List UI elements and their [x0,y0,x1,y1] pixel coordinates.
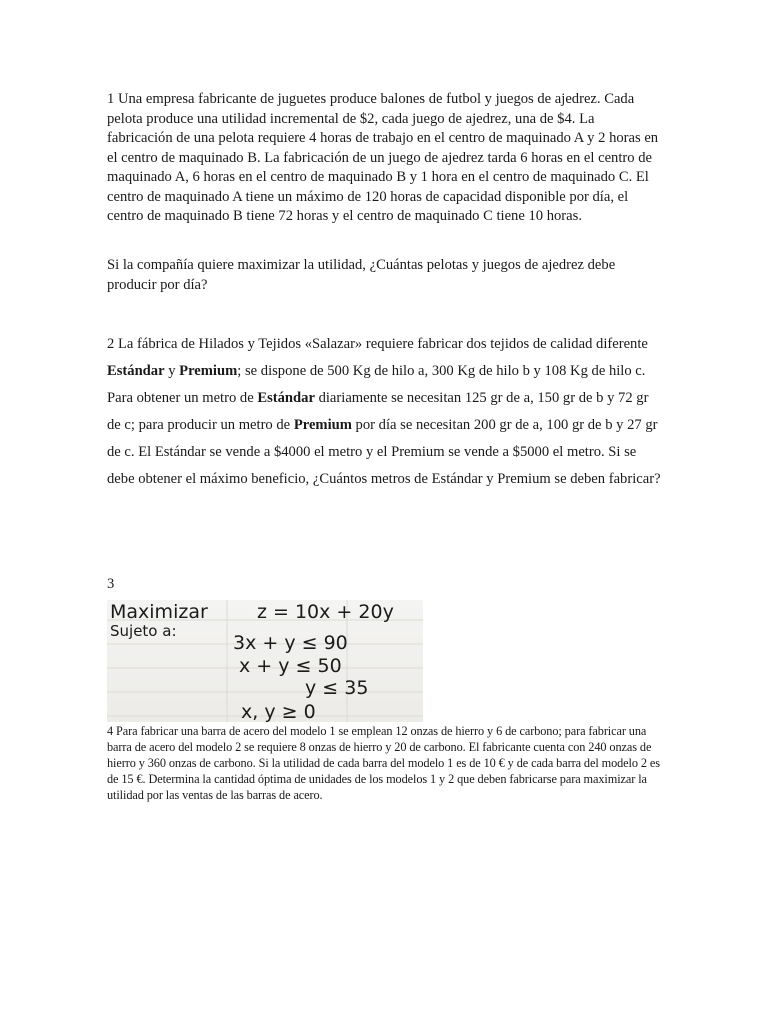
problem-2-part-3: ; se dispone de 500 Kg de hilo a, 300 Kg de hilo b y 108 Kg de hilo c. Para obtener un metro de [107,363,646,406]
problem-3-handwritten-photo [107,600,423,722]
handwritten-constraint-4: x, y ≥ 0 [241,701,316,722]
problem-1-question: Si la compañía quiere maximizar la utilidad, ¿Cuántas pelotas y juegos de ajedrez debe producir por día? [107,257,616,293]
handwritten-objective: z = 10x + 20y [257,601,394,623]
problem-2-bold-premium: Premium [179,363,238,379]
problem-2-bold-estandar: Estándar [107,363,165,379]
problem-2-part-2: y [164,363,180,379]
handwritten-constraint-3: y ≤ 35 [305,677,369,699]
problem-1-text: 1 Una empresa fabricante de juguetes produce balones de futbol y juegos de ajedrez. Cada pelota produce una utilidad incremental de $2, cada juego de ajedrez, una de $4. La fabricación de una pelota requiere 4 horas de trabajo en el centro de maquinado A y 2 horas en el centro de maquinado B. La fabricación de un juego de ajedrez tarda 6 horas en el centro de maquinado A, 6 horas en el centro de maquinado B y 1 hora en el centro de maquinado C. El centro de maquinado A tiene un máximo de 120 horas de capacidad disponible por día, el centro de maquinado B tiene 72 horas y el centro de maquinado C tiene 10 horas. [107,91,659,224]
problem-2-part-4: diariamente se necesitan 125 gr de a, 150 gr de b y 72 gr de c; para producir un metro de [107,390,649,433]
handwritten-constraint-1: 3x + y ≤ 90 [233,632,348,654]
problem-3-number: 3 [107,576,115,592]
problem-2-bold-estandar-2: Estándar [257,390,315,406]
problem-2-part-5: por día se necesitan 200 gr de a, 100 gr de b y 27 gr de c. El Estándar se vende a $4000 el metro y el Premium se vende a $5000 el metro. Si se debe obtener el máximo beneficio, ¿Cuántos metros de Estándar y Premium se deben fabricar? [107,417,661,487]
handwritten-constraint-2: x + y ≤ 50 [239,655,342,677]
problem-4-text: 4 Para fabricar una barra de acero del modelo 1 se emplean 12 onzas de hierro y 6 de carbono; para fabricar una barra de acero del modelo 2 se requiere 8 onzas de hierro y 20 de carbono. El fabricante cuenta con 240 onzas de hierro y 360 onzas de carbono. Si la utilidad de cada barra del modelo 1 es de 10 € y de cada barra del modelo 2 es de 15 €. Determina la cantidad óptima de unidades de los modelos 1 y 2 que deben fabricarse para maximizar la utilidad por las ventas de las barras de acero. [107,724,660,802]
problem-2-text [107,331,665,493]
handwritten-maximizar: Maximizar [110,601,208,623]
handwritten-lp-model [107,600,423,722]
problem-2-part-1: 2 La fábrica de Hilados y Tejidos «Salazar» requiere fabricar dos tejidos de calidad diferente [107,336,648,352]
problem-2-bold-premium-2: Premium [293,417,352,433]
handwritten-sujeto: Sujeto a: [110,622,177,640]
